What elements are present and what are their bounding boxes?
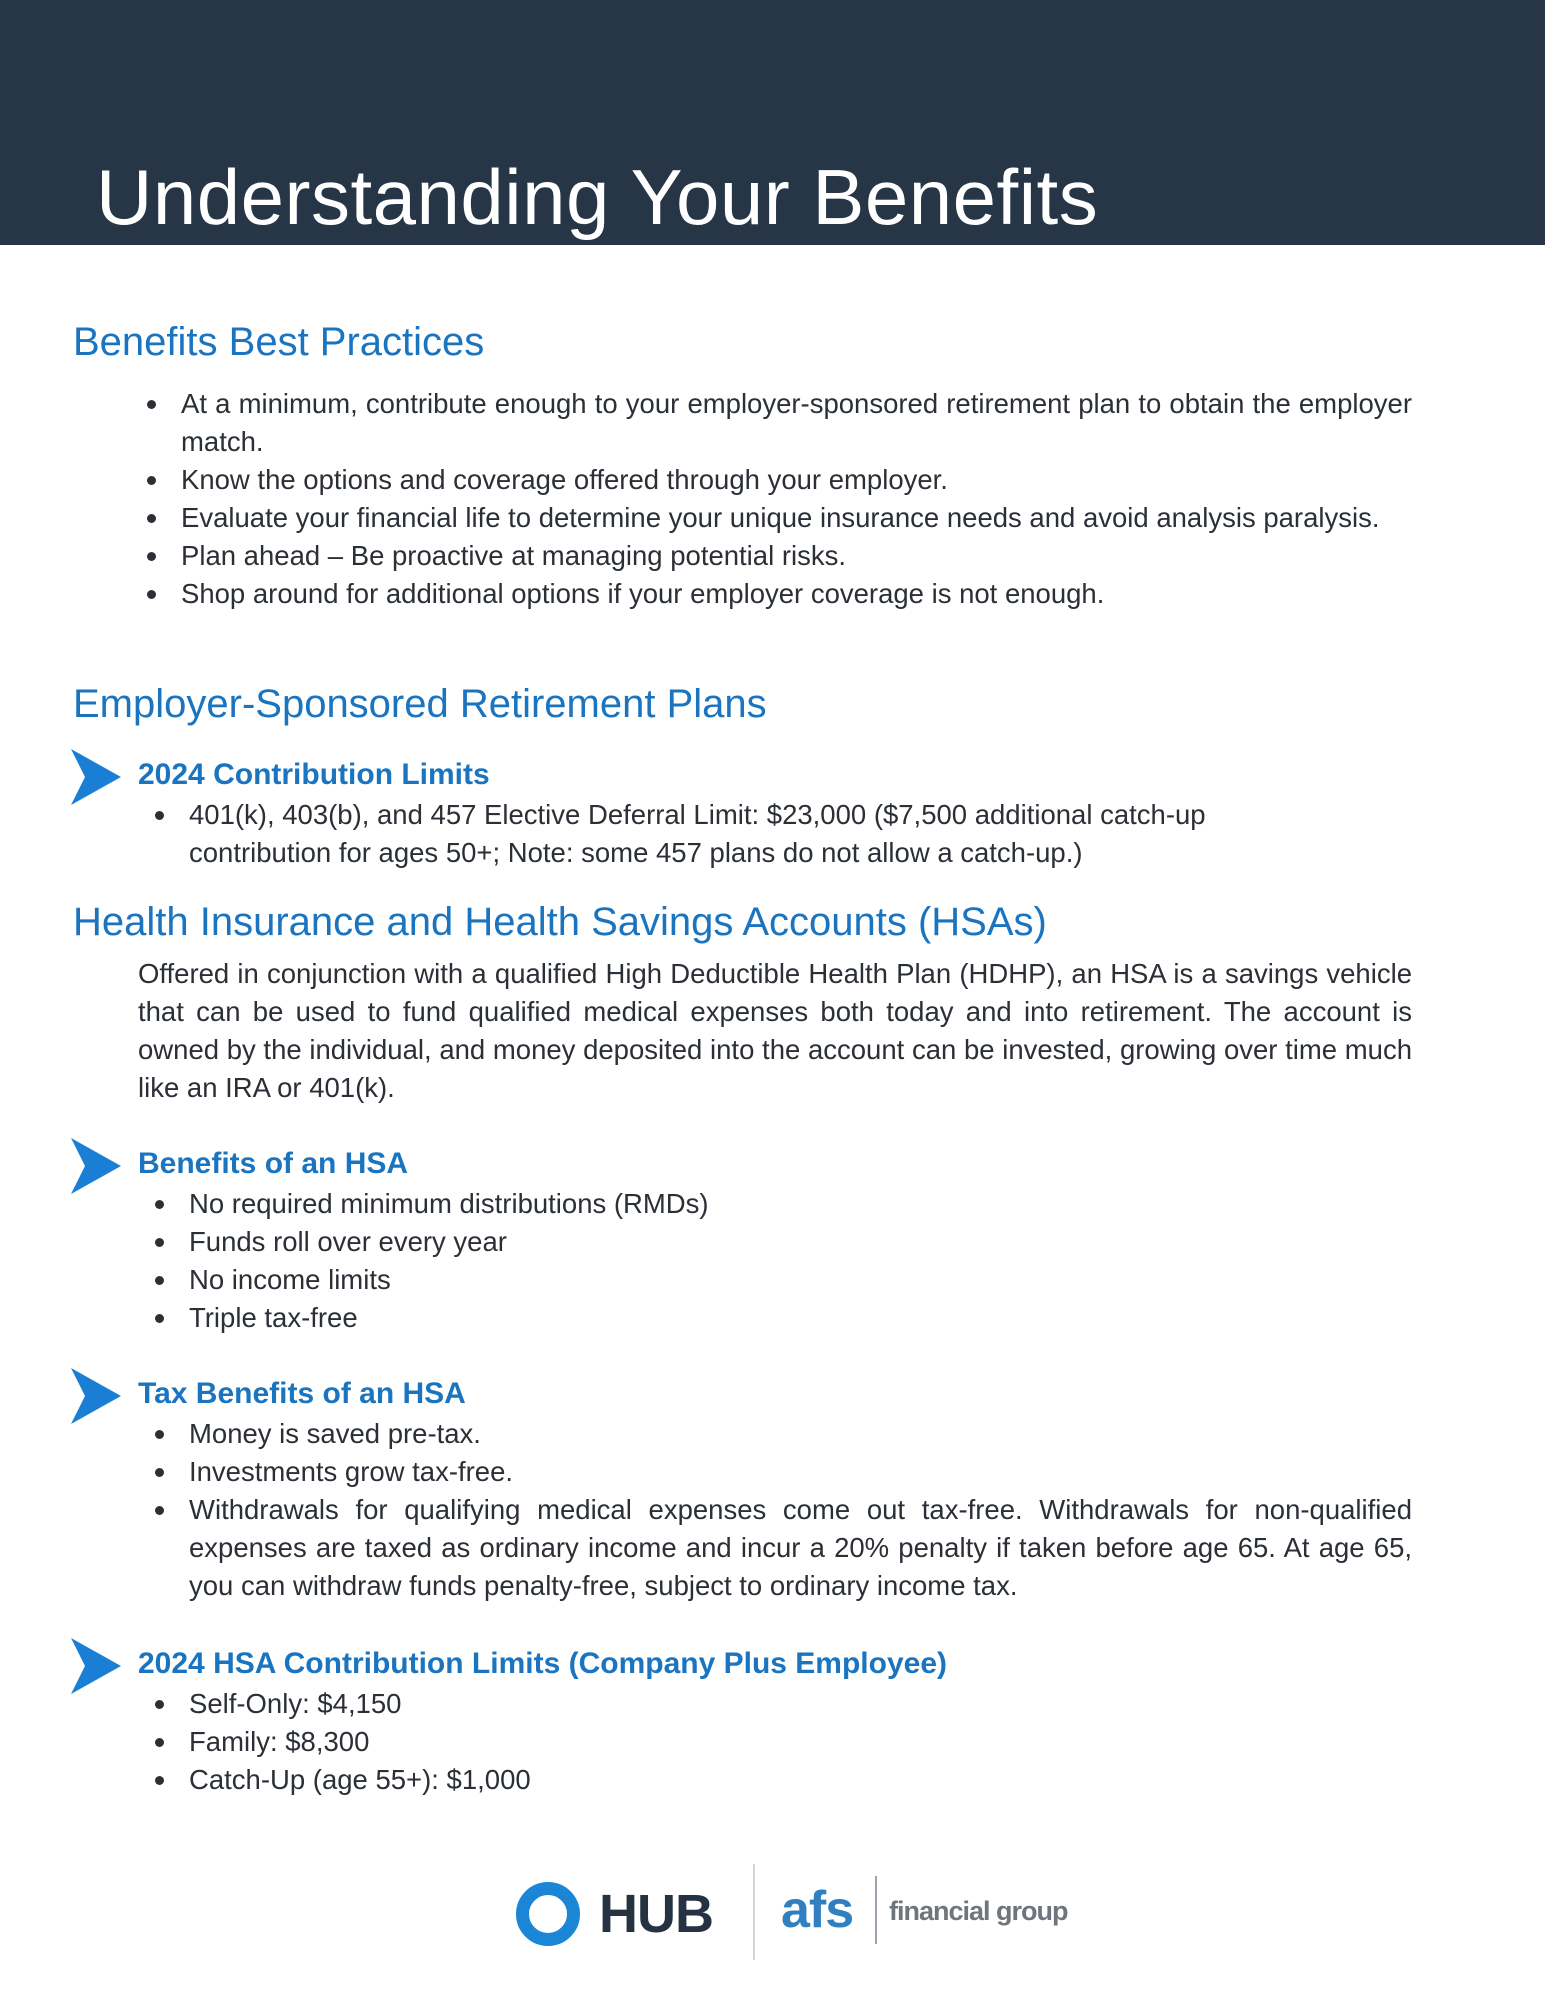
bullet-icon — [155, 1468, 164, 1477]
logo-divider — [875, 1876, 877, 1944]
list-item: Catch-Up (age 55+): $1,000 — [189, 1761, 1389, 1799]
bullet-icon — [147, 590, 156, 599]
page-title: Understanding Your Benefits — [96, 153, 1099, 241]
hsa-intro-paragraph: Offered in conjunction with a qualified High Deductible Health Plan (HDHP), an HSA is a savings vehicle that can be used to fund qualified medical expenses both today and into retirement. The account is owned by the individual, and money deposited into the account can be invested, growing over time much like an IRA or 401(k). — [138, 958, 1412, 1103]
hub-logo-ring-icon — [516, 1882, 580, 1946]
list-item: At a minimum, contribute enough to your employer-sponsored retirement plan to obtain the employer match. — [181, 385, 1412, 461]
afs-logo-tagline: financial group — [889, 1896, 1068, 1926]
bullet-icon — [155, 1506, 164, 1515]
list-item: Shop around for additional options if your employer coverage is not enough. — [181, 575, 1412, 613]
section-heading-hsa: Health Insurance and Health Savings Accounts (HSAs) — [73, 900, 1047, 944]
section-heading-best-practices: Benefits Best Practices — [73, 320, 485, 364]
bullet-icon — [155, 1314, 164, 1323]
bullet-icon — [155, 811, 164, 820]
list-item: Evaluate your financial life to determine your unique insurance needs and avoid analysis paralysis. — [181, 499, 1412, 537]
afs-logo: afs — [781, 1881, 854, 1939]
list-item: Money is saved pre-tax. — [189, 1415, 1412, 1453]
hsa-tax-benefits-list — [189, 1415, 1412, 1605]
bullet-icon — [147, 552, 156, 561]
chevron-right-icon — [71, 749, 121, 805]
list-item: No income limits — [189, 1261, 1389, 1299]
bullet-icon — [147, 514, 156, 523]
bullet-icon — [155, 1200, 164, 1209]
list-item: Plan ahead – Be proactive at managing potential risks. — [181, 537, 1412, 575]
bullet-icon — [155, 1776, 164, 1785]
bullet-icon — [155, 1430, 164, 1439]
list-item: Know the options and coverage offered through your employer. — [181, 461, 1412, 499]
hsa-benefits-list — [189, 1185, 1389, 1337]
bullet-icon — [155, 1238, 164, 1247]
list-item: 401(k), 403(b), and 457 Elective Deferral Limit: $23,000 ($7,500 additional catch-up contribution for ages 50+; Note: some 457 plans do not allow a catch-up.) — [189, 796, 1339, 872]
chevron-right-icon — [71, 1138, 121, 1194]
hsa-contribution-limits-list — [189, 1685, 1389, 1799]
bullet-icon — [155, 1738, 164, 1747]
sub-heading-tax-benefits: Tax Benefits of an HSA — [138, 1377, 466, 1410]
list-item: No required minimum distributions (RMDs) — [189, 1185, 1389, 1223]
hub-logo: HUB — [599, 1884, 713, 1944]
bullet-icon — [155, 1700, 164, 1709]
contribution-limits-list — [189, 796, 1339, 872]
list-item: Triple tax-free — [189, 1299, 1389, 1337]
list-item: Family: $8,300 — [189, 1723, 1389, 1761]
list-item: Investments grow tax-free. — [189, 1453, 1412, 1491]
list-item: Self-Only: $4,150 — [189, 1685, 1389, 1723]
bullet-icon — [155, 1276, 164, 1285]
logo-divider — [753, 1864, 755, 1960]
section-heading-retirement: Employer-Sponsored Retirement Plans — [73, 682, 767, 726]
bullet-icon — [147, 476, 156, 485]
bullet-icon — [147, 400, 156, 409]
list-item: Withdrawals for qualifying medical expenses come out tax-free. Withdrawals for non-qualified expenses are taxed as ordinary income and incur a 20% penalty if taken before age 65. At age 65, you can withdraw funds penalty-free, subject to ordinary income tax. — [189, 1491, 1412, 1605]
sub-heading-benefits-hsa: Benefits of an HSA — [138, 1147, 409, 1180]
chevron-right-icon — [71, 1368, 121, 1424]
best-practices-list — [181, 385, 1412, 613]
list-item: Funds roll over every year — [189, 1223, 1389, 1261]
chevron-right-icon — [71, 1638, 121, 1694]
sub-heading-hsa-contribution-limits: 2024 HSA Contribution Limits (Company Plus Employee) — [138, 1647, 948, 1680]
sub-heading-contribution-limits: 2024 Contribution Limits — [138, 758, 490, 791]
footer-logos — [516, 1862, 1068, 1962]
